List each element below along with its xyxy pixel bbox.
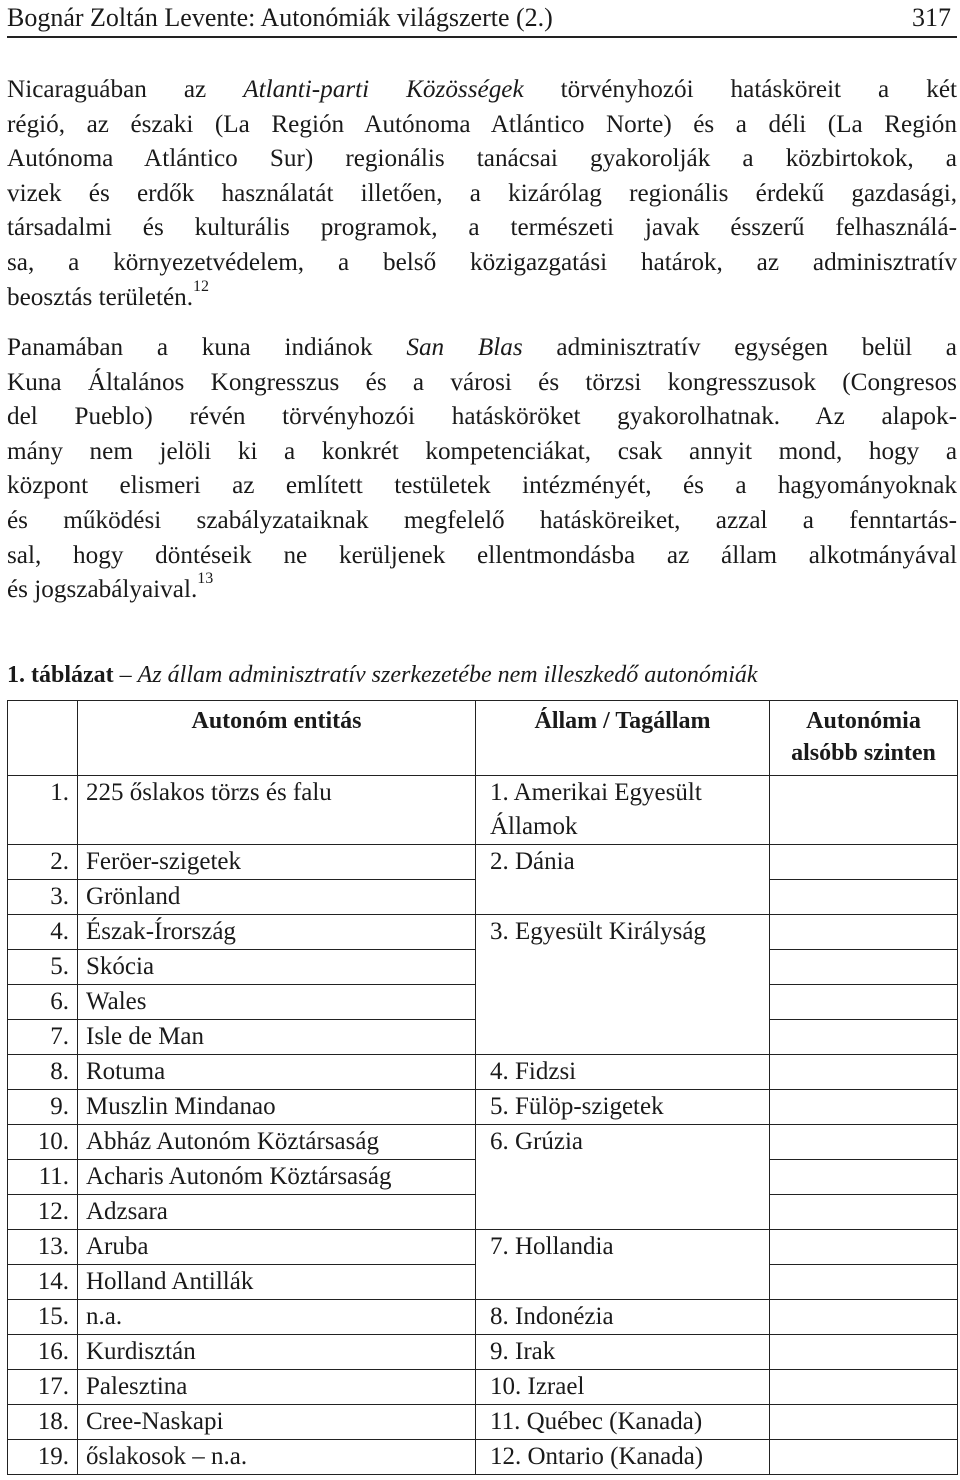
- table-row: [8, 1405, 958, 1440]
- text-line: Autónoma Atlántico Sur) regionális tanácsai gyakorolják a közbirtokok, a: [7, 145, 957, 173]
- state-cell: [476, 1265, 770, 1300]
- state-cell: 5. Fülöp-szigetek: [476, 1090, 770, 1125]
- row-number: 17.: [8, 1370, 78, 1405]
- text-line: központ elismeri az említett testületek intézményét, és a hagyományoknak: [7, 472, 957, 500]
- lower-autonomy-cell: [770, 1405, 958, 1440]
- row-number: 9.: [8, 1090, 78, 1125]
- autonomous-entity: n.a.: [78, 1300, 476, 1335]
- header-state: Állam / Tagállam: [476, 701, 770, 776]
- state-cell: 11. Québec (Kanada): [476, 1405, 770, 1440]
- lower-autonomy-cell: [770, 1370, 958, 1405]
- text-run: és jogszabályaival.: [7, 576, 198, 604]
- state-cell: 6. Grúzia: [476, 1125, 770, 1160]
- text-line: vizek és erdők használatát illetően, a kizárólag regionális érdekű gazdasági,: [7, 179, 957, 207]
- text-line: [7, 277, 957, 316]
- text-run: adminisztratív egységen belül a: [522, 334, 957, 361]
- state-cell: [476, 985, 770, 1020]
- lower-autonomy-cell: [770, 1020, 958, 1055]
- table-caption: [7, 662, 758, 689]
- row-number: 14.: [8, 1265, 78, 1300]
- state-cell: [476, 1195, 770, 1230]
- table-row: [8, 1335, 958, 1370]
- state-cell: [476, 950, 770, 985]
- lower-autonomy-cell: [770, 1055, 958, 1090]
- state-cell: 1. Amerikai Egyesült Államok: [476, 776, 770, 845]
- row-number: 12.: [8, 1195, 78, 1230]
- table-row: [8, 915, 958, 950]
- lower-autonomy-cell: [770, 1090, 958, 1125]
- row-number: 18.: [8, 1405, 78, 1440]
- row-number: 13.: [8, 1230, 78, 1265]
- lower-autonomy-cell: [770, 915, 958, 950]
- autonomous-entity: Aruba: [78, 1230, 476, 1265]
- state-cell: [476, 1160, 770, 1195]
- autonomous-entity: Észak-Írország: [78, 915, 476, 950]
- row-number: 3.: [8, 880, 78, 915]
- autonomous-entity: Abház Autonóm Köztársaság: [78, 1125, 476, 1160]
- text-line: sa, a környezetvédelem, a belső közigazgatási határok, az adminisztratív: [7, 248, 957, 276]
- text-line: [7, 331, 957, 366]
- lower-autonomy-cell: [770, 1300, 958, 1335]
- text-run: Panamában a kuna indiánok: [7, 334, 407, 361]
- autonomous-entity: Muszlin Mindanao: [78, 1090, 476, 1125]
- state-cell: [476, 1020, 770, 1055]
- text-line: régió, az északi (La Región Autónoma Atlántico Norte) és a déli (La Región: [7, 110, 957, 138]
- lower-autonomy-cell: [770, 950, 958, 985]
- table-row: [8, 1090, 958, 1125]
- text-run-italic: Atlanti-parti Közösségek: [243, 76, 524, 103]
- state-cell: 3. Egyesült Királyság: [476, 915, 770, 950]
- autonomy-table: [7, 700, 958, 1475]
- row-number: 4.: [8, 915, 78, 950]
- header-entity: Autonóm entitás: [78, 701, 476, 776]
- text-run: törvényhozói hatásköreit a két: [523, 76, 957, 103]
- table-row: [8, 776, 958, 845]
- state-cell: 2. Dánia: [476, 845, 770, 880]
- lower-autonomy-cell: [770, 985, 958, 1020]
- table-row: [8, 1440, 958, 1475]
- text-line: társadalmi és kulturális programok, a természeti javak ésszerű felhasználá-: [7, 214, 957, 242]
- autonomous-entity: Adzsara: [78, 1195, 476, 1230]
- autonomous-entity: Wales: [78, 985, 476, 1020]
- text-run: beosztás területén.: [7, 283, 194, 311]
- row-number: 16.: [8, 1335, 78, 1370]
- header-number: [8, 701, 78, 776]
- text-line: del Pueblo) révén törvényhozói hatásköröket gyakorolhatnak. Az alapok-: [7, 403, 957, 431]
- table-row: [8, 1195, 958, 1230]
- autonomous-entity: 225 őslakos törzs és falu: [78, 776, 476, 845]
- row-number: 1.: [8, 776, 78, 845]
- autonomous-entity: Skócia: [78, 950, 476, 985]
- table-row: [8, 1055, 958, 1090]
- text-line: mány nem jelöli ki a konkrét kompetenciákat, csak annyit mond, hogy a: [7, 437, 957, 465]
- table-row: [8, 1370, 958, 1405]
- row-number: 7.: [8, 1020, 78, 1055]
- lower-autonomy-cell: [770, 1160, 958, 1195]
- lower-autonomy-cell: [770, 1195, 958, 1230]
- autonomous-entity: Holland Antillák: [78, 1265, 476, 1300]
- row-number: 10.: [8, 1125, 78, 1160]
- text-line: Kuna Általános Kongresszus és a városi és törzsi kongresszusok (Congresos: [7, 368, 957, 396]
- text-run-italic: San Blas: [406, 334, 523, 361]
- row-number: 5.: [8, 950, 78, 985]
- text-line: sal, hogy döntéseik ne kerüljenek ellentmondásba az állam alkotmányával: [7, 541, 957, 569]
- row-number: 19.: [8, 1440, 78, 1475]
- table-row: [8, 1265, 958, 1300]
- lower-autonomy-cell: [770, 1335, 958, 1370]
- footnote-ref[interactable]: 13: [197, 570, 214, 588]
- running-title: Bognár Zoltán Levente: Autonómiák világszerte (2.): [7, 3, 553, 32]
- table-header-row: [8, 701, 958, 776]
- footnote-ref[interactable]: 12: [193, 277, 210, 295]
- row-number: 8.: [8, 1055, 78, 1090]
- caption-dash: –: [113, 662, 138, 688]
- lower-autonomy-cell: [770, 1125, 958, 1160]
- table-row: [8, 950, 958, 985]
- text-line: [7, 570, 957, 608]
- autonomous-entity: Kurdisztán: [78, 1335, 476, 1370]
- text-run: Nicaraguában az: [7, 76, 244, 103]
- row-number: 6.: [8, 985, 78, 1020]
- state-cell: 7. Hollandia: [476, 1230, 770, 1265]
- text-line: [7, 73, 957, 108]
- table-row: [8, 985, 958, 1020]
- autonomous-entity: Isle de Man: [78, 1020, 476, 1055]
- caption-label: 1. táblázat: [7, 662, 114, 688]
- lower-autonomy-cell: [770, 845, 958, 880]
- autonomous-entity: Palesztina: [78, 1370, 476, 1405]
- running-header: [7, 0, 957, 38]
- autonomous-entity: Acharis Autonóm Köztársaság: [78, 1160, 476, 1195]
- state-cell: 8. Indonézia: [476, 1300, 770, 1335]
- page-number: 317: [912, 3, 951, 32]
- lower-autonomy-cell: [770, 880, 958, 915]
- state-cell: 9. Irak: [476, 1335, 770, 1370]
- table-row: [8, 1125, 958, 1160]
- lower-autonomy-cell: [770, 1230, 958, 1265]
- state-cell: 10. Izrael: [476, 1370, 770, 1405]
- state-cell: 12. Ontario (Kanada): [476, 1440, 770, 1475]
- paragraph-nicaragua: [7, 73, 957, 315]
- autonomous-entity: Grönland: [78, 880, 476, 915]
- row-number: 2.: [8, 845, 78, 880]
- table-row: [8, 1300, 958, 1335]
- table-row: [8, 880, 958, 915]
- state-cell: [476, 880, 770, 915]
- state-cell: 4. Fidzsi: [476, 1055, 770, 1090]
- autonomous-entity: Cree-Naskapi: [78, 1405, 476, 1440]
- row-number: 15.: [8, 1300, 78, 1335]
- autonomous-entity: Feröer-szigetek: [78, 845, 476, 880]
- caption-title: Az állam adminisztratív szerkezetébe nem illeszkedő autonómiák: [137, 662, 758, 688]
- text-line: és működési szabályzataiknak megfelelő hatásköreiket, azzal a fenntartás-: [7, 506, 957, 534]
- lower-autonomy-cell: [770, 1440, 958, 1475]
- table-row: [8, 1020, 958, 1055]
- header-lower-autonomy: Autonómia alsóbb szinten: [770, 701, 958, 776]
- autonomous-entity: Rotuma: [78, 1055, 476, 1090]
- table-row: [8, 1160, 958, 1195]
- table-row: [8, 1230, 958, 1265]
- lower-autonomy-cell: [770, 1265, 958, 1300]
- row-number: 11.: [8, 1160, 78, 1195]
- lower-autonomy-cell: [770, 776, 958, 845]
- table-row: [8, 845, 958, 880]
- paragraph-panama: [7, 331, 957, 608]
- autonomous-entity: őslakosok – n.a.: [78, 1440, 476, 1475]
